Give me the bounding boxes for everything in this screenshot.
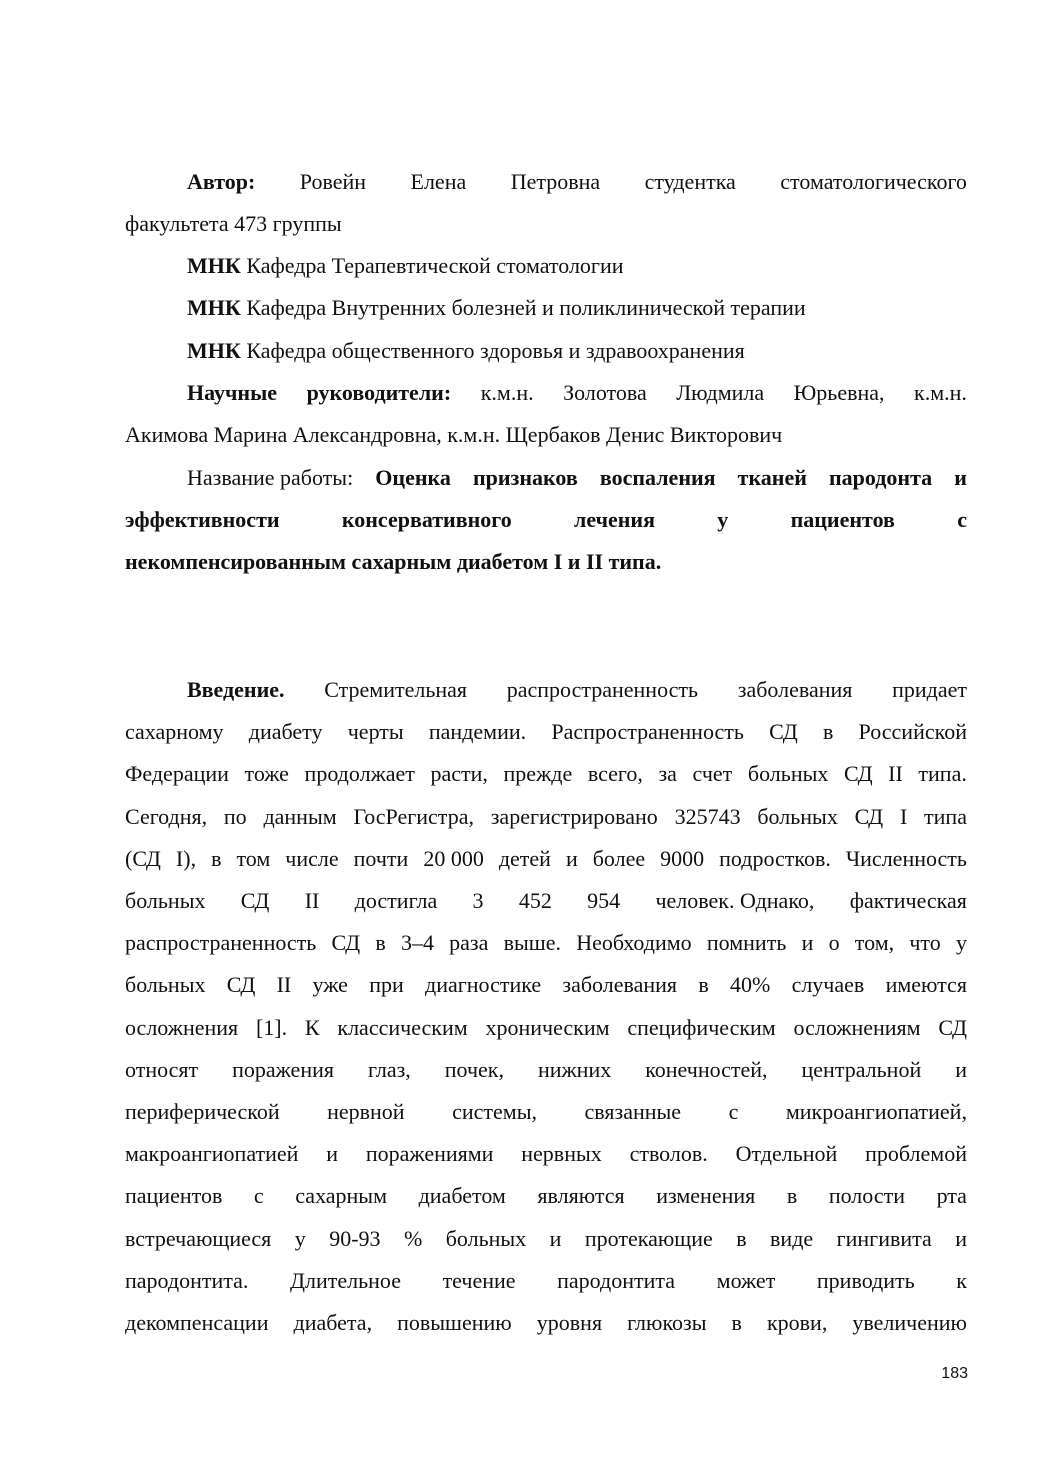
word: осложнениям (793, 1015, 921, 1040)
word: счет (692, 761, 733, 786)
word: что (909, 930, 941, 955)
word: человек. Однако, (655, 888, 815, 913)
word: [1]. (255, 1015, 288, 1040)
word: студентка (644, 169, 736, 194)
word: конечностей, (645, 1057, 768, 1082)
word: Ровейн (299, 169, 367, 194)
word: в (375, 930, 386, 955)
word: за (658, 761, 677, 786)
word: гингивита (836, 1226, 932, 1251)
word: Золотова (563, 380, 647, 405)
word: придает (892, 677, 967, 702)
word: почти (353, 846, 409, 871)
mnk-line-1 (187, 251, 967, 281)
word: относят (125, 1057, 199, 1082)
word: II (304, 888, 320, 913)
word: полости (828, 1183, 905, 1208)
intro-line (125, 844, 967, 874)
word: у (955, 930, 967, 955)
intro-heading: Введение. (187, 677, 285, 702)
word: к.м.н. (480, 380, 534, 405)
intro-line (125, 1266, 967, 1296)
word: 3–4 (400, 930, 434, 955)
word: продолжает (304, 761, 415, 786)
word: 40% (729, 972, 771, 997)
word: (СД (125, 846, 161, 871)
word: хроническим (485, 1015, 610, 1040)
mnk-line-3 (187, 336, 967, 366)
word: приводить (816, 1268, 915, 1293)
word: более (592, 846, 646, 871)
intro-line (125, 759, 967, 789)
word: почек, (444, 1057, 504, 1082)
word: раза (449, 930, 489, 955)
intro-line (125, 802, 967, 832)
word: периферической (125, 1099, 280, 1124)
page-number: 183 (941, 1365, 968, 1382)
word: данным (263, 804, 337, 829)
word: эффективности (125, 507, 280, 532)
word: числе (285, 846, 339, 871)
word: 9000 (660, 846, 705, 871)
word: уровня (536, 1310, 603, 1335)
word: заболевания (737, 677, 853, 702)
word: при (369, 972, 404, 997)
word: тканей (737, 465, 807, 490)
word: 325743 (674, 804, 741, 829)
word: макроангиопатией (125, 1141, 299, 1166)
word: 954 (587, 888, 621, 913)
word: системы, (452, 1099, 537, 1124)
word: СД (226, 972, 256, 997)
intro-line (125, 970, 967, 1000)
word: декомпенсации (125, 1310, 269, 1335)
word: СД (331, 930, 361, 955)
intro-line (125, 1013, 967, 1043)
word: прежде (503, 761, 573, 786)
word: и (801, 930, 814, 955)
word: тоже (244, 761, 289, 786)
word: пациентов (790, 507, 895, 532)
word: имеются (885, 972, 967, 997)
word: и (955, 1226, 967, 1251)
word: распространенность (506, 677, 699, 702)
word: диабета, (293, 1310, 373, 1335)
word: в (736, 1226, 747, 1251)
word: достигла (354, 888, 438, 913)
mnk-label: МНК (187, 295, 241, 320)
word: увеличению (852, 1310, 967, 1335)
word: виде (770, 1226, 814, 1251)
word: СД (938, 1015, 967, 1040)
word: том, (854, 930, 895, 955)
word: по (223, 804, 247, 829)
word: Российской (858, 719, 967, 744)
word: расти, (430, 761, 488, 786)
word: и (326, 1141, 339, 1166)
word: % (403, 1226, 423, 1251)
word: и (565, 846, 578, 871)
word: стоматологического (780, 169, 967, 194)
word: воспаления (599, 465, 716, 490)
word: Длительное (290, 1268, 401, 1293)
word: СД (843, 761, 873, 786)
word: диабетом (418, 1183, 506, 1208)
word: в (698, 972, 709, 997)
mnk-label: МНК (187, 338, 241, 363)
word: Необходимо (576, 930, 692, 955)
word: о (828, 930, 840, 955)
word: Петровна (510, 169, 601, 194)
intro-line (125, 1055, 967, 1085)
word: классическим (337, 1015, 468, 1040)
word: течение (442, 1268, 516, 1293)
word: К (304, 1015, 320, 1040)
word: с (728, 1099, 739, 1124)
word: Численность (845, 846, 967, 871)
word: больных (445, 1226, 527, 1251)
word: изменения (656, 1183, 756, 1208)
mnk-text: Кафедра общественного здоровья и здравоохранения (246, 338, 745, 363)
intro-line (187, 675, 967, 705)
word: признаков (472, 465, 578, 490)
word: поражения (232, 1057, 334, 1082)
word: выше. (503, 930, 561, 955)
word: в (731, 1310, 742, 1335)
intro-line (125, 1181, 967, 1211)
title-line-1 (187, 463, 967, 493)
word: зарегистрировано (490, 804, 658, 829)
word: I (899, 804, 908, 829)
word: являются (537, 1183, 625, 1208)
word: проблемой (865, 1141, 967, 1166)
word: СД (240, 888, 270, 913)
word: типа. (918, 761, 967, 786)
word: 90-93 (329, 1226, 381, 1251)
word: фактическая (849, 888, 967, 913)
title-lead: Название работы: (187, 465, 354, 490)
word: заболевания (562, 972, 678, 997)
word: нервных (521, 1141, 602, 1166)
word: больных (757, 804, 838, 829)
word: детей (498, 846, 551, 871)
word: подростков. (719, 846, 831, 871)
author-line (187, 167, 967, 197)
word: консервативного (341, 507, 512, 532)
word: помнить (706, 930, 787, 955)
author-line-cont: факультета 473 группы (125, 211, 342, 236)
mnk-label: МНК (187, 253, 241, 278)
word: крови, (766, 1310, 828, 1335)
mnk-text: Кафедра Терапевтической стоматологии (246, 253, 624, 278)
mnk-line-2 (187, 293, 967, 323)
word: поражениями (365, 1141, 494, 1166)
intro-line (125, 1139, 967, 1169)
word: глюкозы (627, 1310, 707, 1335)
word: с (957, 507, 967, 532)
word: и (955, 1057, 967, 1082)
word: Юрьевна, (793, 380, 885, 405)
word: черты (347, 719, 404, 744)
word: нервной (327, 1099, 405, 1124)
word: больных (747, 761, 829, 786)
word: II (888, 761, 903, 786)
supervisors-label: руководители: (306, 380, 452, 405)
word: II (276, 972, 292, 997)
supervisors-label: Научные (187, 380, 278, 405)
word: связанные (584, 1099, 682, 1124)
word: случаев (791, 972, 865, 997)
word: больных (125, 888, 206, 913)
word: к (956, 1268, 967, 1293)
intro-line (125, 717, 967, 747)
word: Елена (410, 169, 467, 194)
word: Оценка (375, 465, 451, 490)
supervisors-line-cont: Акимова Марина Александровна, к.м.н. Щербаков Денис Викторович (125, 422, 783, 447)
title-line-3: некомпенсированным сахарным диабетом I и II типа. (125, 549, 662, 574)
word: ГосРегистра, (353, 804, 474, 829)
word: у (294, 1226, 306, 1251)
word: сахарному (125, 719, 224, 744)
word: пародонта (829, 465, 933, 490)
word: всего, (587, 761, 643, 786)
word: нижних (537, 1057, 612, 1082)
word: распространенность (125, 930, 317, 955)
word: пародонтита. (125, 1268, 249, 1293)
word: диагностике (425, 972, 542, 997)
word: 20 000 (423, 846, 484, 871)
word: Отдельной (735, 1141, 838, 1166)
word: сахарным (295, 1183, 388, 1208)
author-label: Автор: (187, 169, 256, 194)
word: пандемии. (428, 719, 527, 744)
word: стволов. (629, 1141, 708, 1166)
word: Распространенность (551, 719, 744, 744)
word: 452 (518, 888, 552, 913)
word: пациентов (125, 1183, 223, 1208)
word: микроангиопатией, (785, 1099, 967, 1124)
word: центральной (801, 1057, 922, 1082)
mnk-text: Кафедра Внутренних болезней и поликлинической терапии (246, 295, 806, 320)
word: и (549, 1226, 562, 1251)
word: пародонтита (557, 1268, 676, 1293)
word: том (236, 846, 271, 871)
word: Стремительная (324, 677, 468, 702)
intro-line (125, 1097, 967, 1127)
word: и (954, 465, 967, 490)
word: протекающие (584, 1226, 713, 1251)
word: может (716, 1268, 776, 1293)
title-line-2 (125, 505, 967, 535)
word: Федерации (125, 761, 229, 786)
intro-line (125, 1308, 967, 1338)
word: к.м.н. (914, 380, 967, 405)
word: 3 (472, 888, 484, 913)
word: СД (769, 719, 798, 744)
intro-line (125, 928, 967, 958)
word: в (786, 1183, 798, 1208)
word: Сегодня, (125, 804, 208, 829)
word: I), (175, 846, 197, 871)
word: больных (125, 972, 206, 997)
word: повышению (397, 1310, 512, 1335)
word: лечения (574, 507, 656, 532)
word: осложнения (125, 1015, 239, 1040)
word: типа (924, 804, 967, 829)
supervisors-line (187, 378, 967, 408)
word: в (211, 846, 222, 871)
word: у (717, 507, 729, 532)
word: Людмила (676, 380, 765, 405)
word: специфическим (627, 1015, 776, 1040)
word: СД (854, 804, 884, 829)
intro-line (125, 1224, 967, 1254)
word: в (822, 719, 834, 744)
word: рта (936, 1183, 967, 1208)
word: с (253, 1183, 264, 1208)
word: уже (312, 972, 348, 997)
word: диабету (248, 719, 323, 744)
word: встречающиеся (125, 1226, 272, 1251)
word: глаз, (367, 1057, 411, 1082)
intro-line (125, 886, 967, 916)
